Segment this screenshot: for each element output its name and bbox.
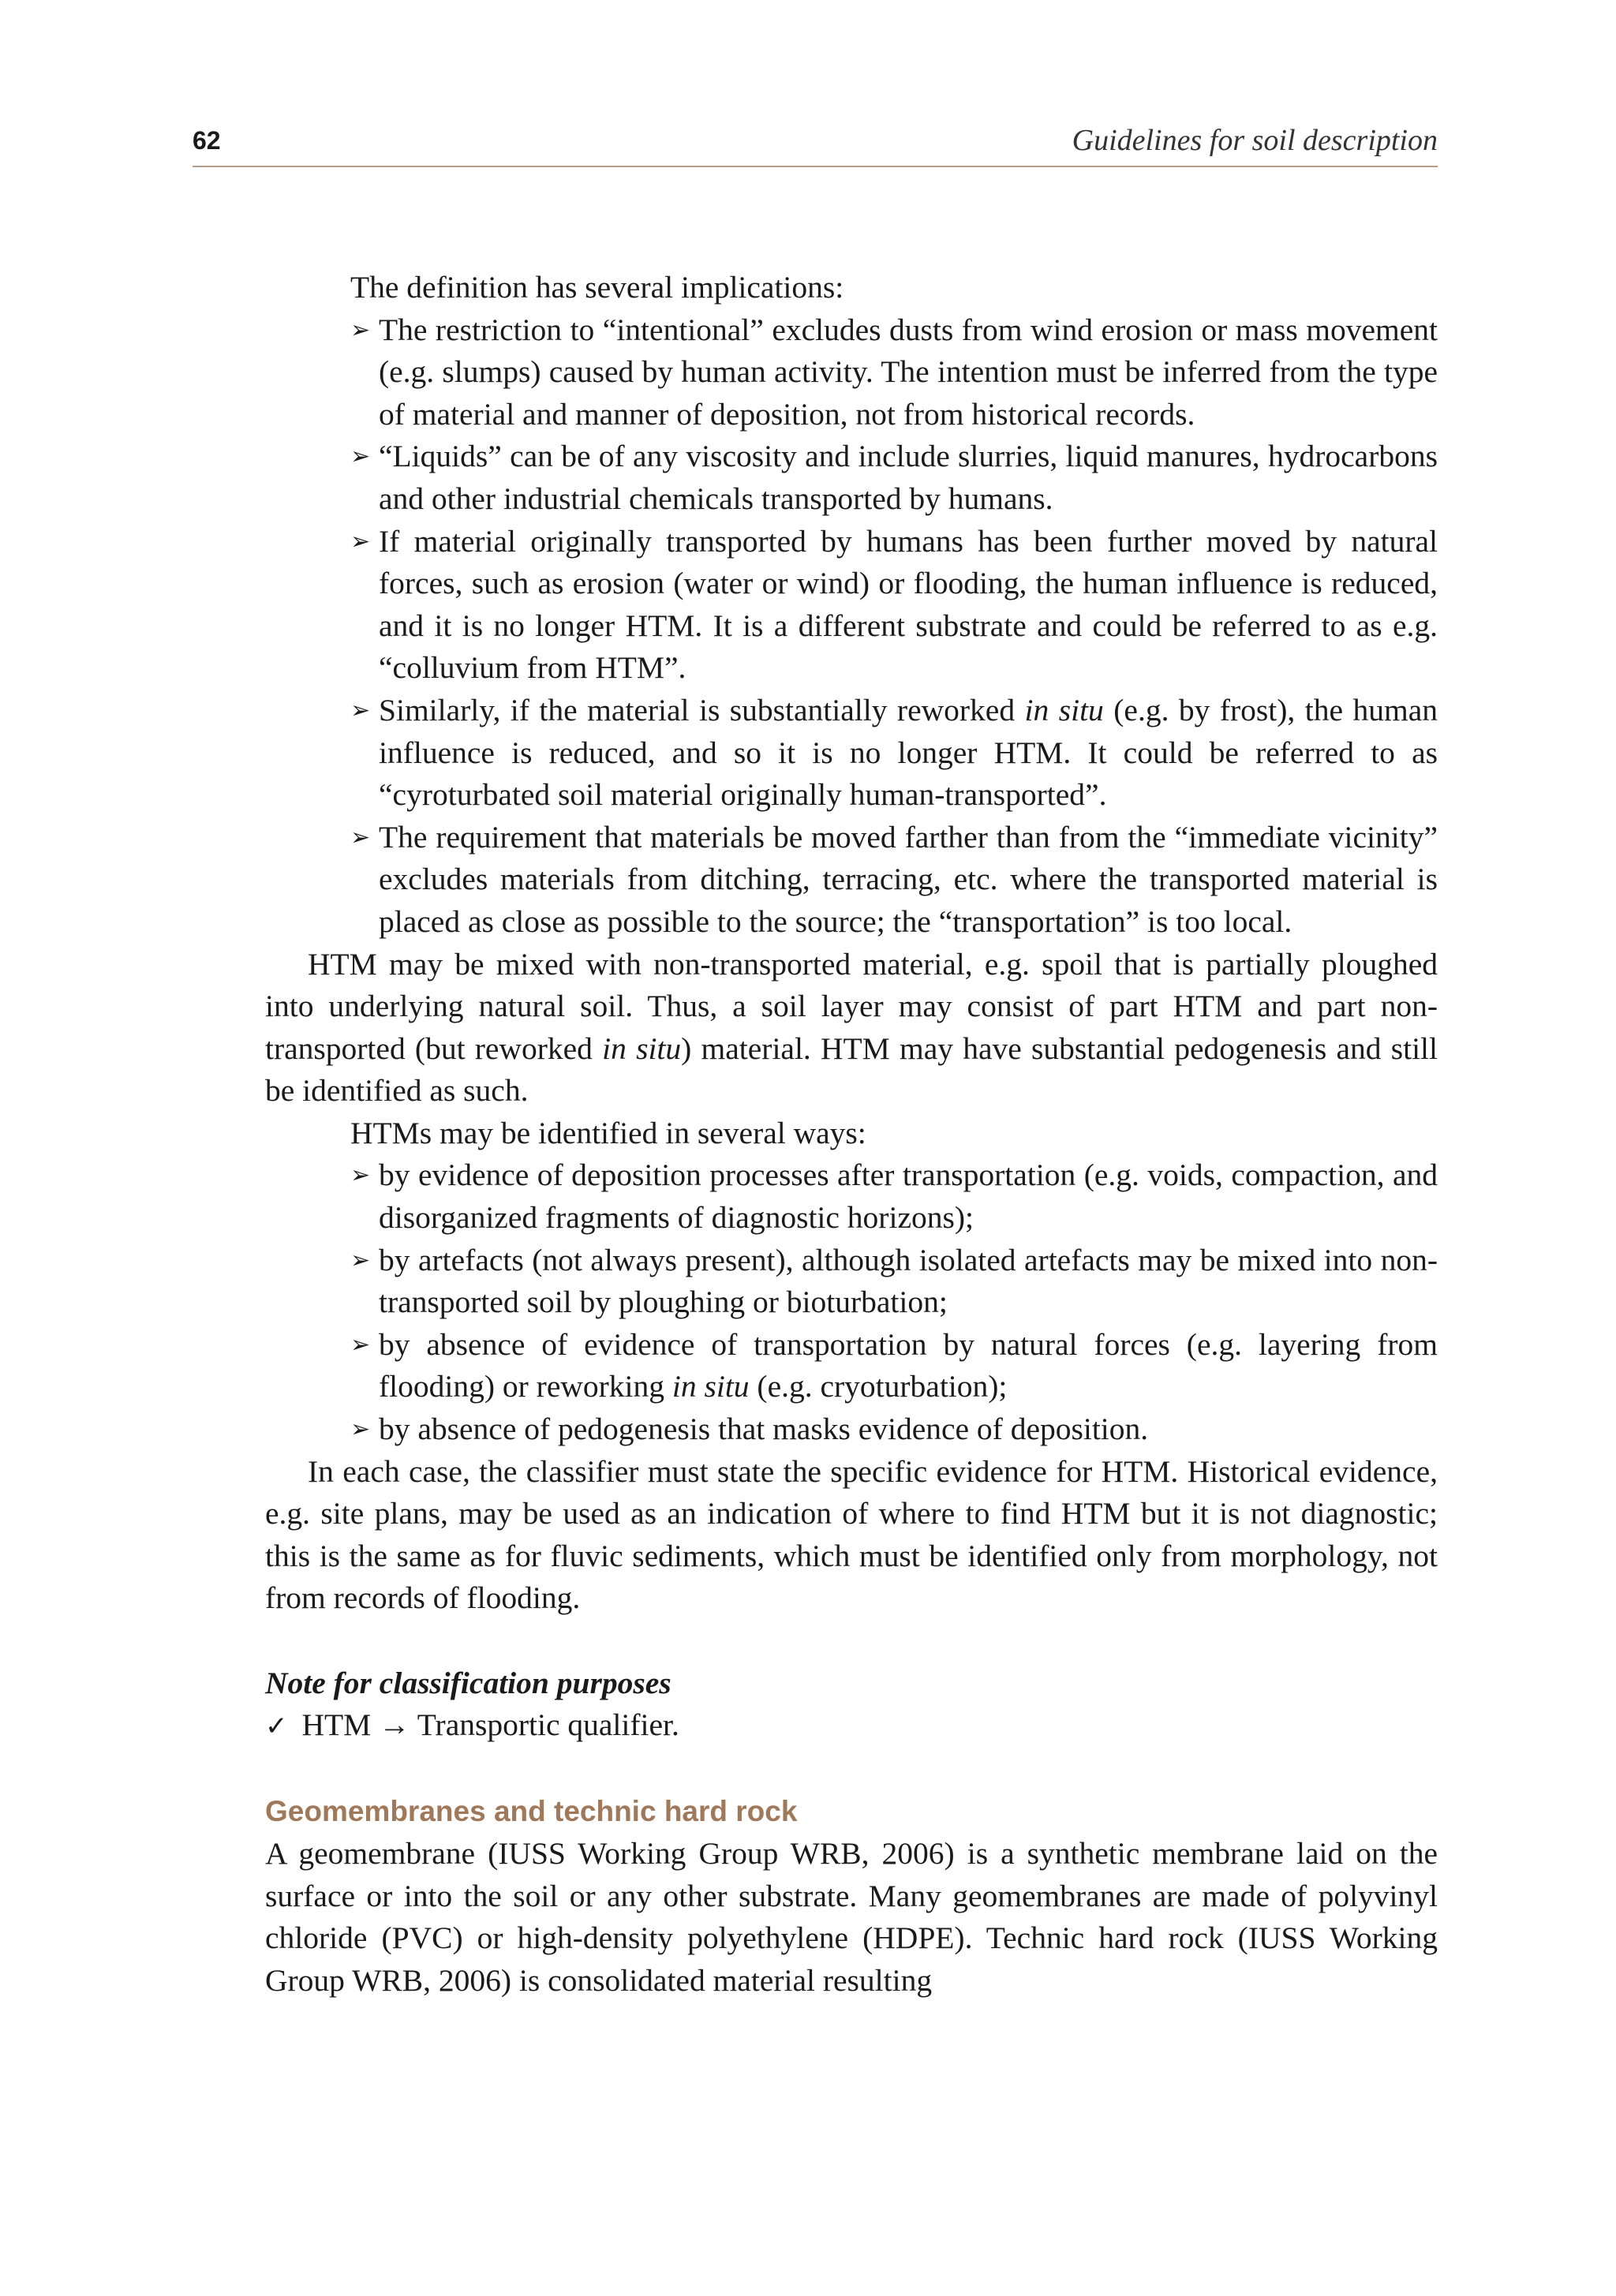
arrow-right-icon: ➢: [350, 823, 371, 851]
identification-list: [308, 1154, 1438, 1450]
arrow-right-icon: ➢: [350, 1330, 371, 1359]
evidence-paragraph: In each case, the classifier must state the specific evidence for HTM. Historical evidence, e.g. site plans, may be used as an indication of where to find HTM but it is not diagnostic; this is the same as for fluvic sediments, which must be identified only from morphology, not from records of flooding.: [265, 1453, 1438, 1616]
note-heading: Note for classification purposes: [265, 1665, 671, 1700]
section-heading: Geomembranes and technic hard rock: [265, 1795, 798, 1828]
list-item: ➢ If material originally transported by humans has been further moved by natural forces, such as erosion (water or wind) or flooding, the human influence is reduced, and it is no longer HTM. It is a different substrate and could be referred to as e.g. “colluvium from HTM”.: [379, 521, 1438, 690]
identification-intro: HTMs may be identified in several ways:: [350, 1115, 866, 1150]
list-item: ➢ by evidence of deposition processes after transportation (e.g. voids, compaction, and disorganized fragments of diagnostic horizons);: [379, 1154, 1438, 1239]
main-content: [265, 267, 1438, 2002]
arrow-right-icon: ➢: [350, 443, 371, 471]
page-header: [193, 118, 1438, 167]
list-item: ➢ by absence of pedogenesis that masks evidence of deposition.: [379, 1408, 1438, 1451]
implications-list: [308, 309, 1438, 944]
arrow-right-icon: ➢: [350, 316, 371, 344]
list-item: ➢ The restriction to “intentional” excludes dusts from wind erosion or mass movement (e.g. slumps) caused by human activity. The intention must be inferred from the type of material and manner of deposition, not from historical records.: [379, 309, 1438, 436]
list-item: ➢ Similarly, if the material is substantially reworked in situ (e.g. by frost), the human influence is reduced, and so it is no longer HTM. It could be referred to as “cyroturbated soil material originally human-transported”.: [379, 690, 1438, 817]
list-item: ➢ by artefacts (not always present), although isolated artefacts may be mixed into non-transported soil by ploughing or bioturbation;: [379, 1240, 1438, 1324]
arrow-right-icon: ➢: [350, 527, 371, 555]
arrow-right-icon: ➢: [350, 1415, 371, 1444]
check-mark-icon: ✓: [265, 1711, 288, 1743]
note-item: ✓ HTM → Transportic qualifier.: [265, 1707, 679, 1743]
list-item: ➢ “Liquids” can be of any viscosity and include slurries, liquid manures, hydrocarbons and other industrial chemicals transported by humans.: [379, 436, 1438, 520]
spacer: [308, 1620, 1438, 1662]
spacer: [308, 1748, 1438, 1791]
arrow-right-icon: ➢: [350, 1161, 371, 1190]
mixed-material-paragraph: HTM may be mixed with non-transported material, e.g. spoil that is partially ploughed into underlying natural soil. Thus, a soil layer may consist of part HTM and part non-transported (but reworked in situ) material. HTM may have substantial pedogenesis and still be identified as such.: [265, 946, 1438, 1109]
running-title: Guidelines for soil description: [1072, 124, 1438, 157]
arrow-right-icon: ➢: [350, 1246, 371, 1274]
section-body: A geomembrane (IUSS Working Group WRB, 2006) is a synthetic membrane laid on the surface or into the soil or any other substrate. Many geomembranes are made of polyvinyl chloride (PVC) or high-density polyethylene (HDPE). Technic hard rock (IUSS Working Group WRB, 2006) is consolidated material resulting: [265, 1835, 1438, 1998]
list-item: ➢ The requirement that materials be moved farther than from the “immediate vicinity” excludes materials from ditching, terracing, etc. where the transported material is placed as close as possible to the source; the “transportation” is too local.: [379, 817, 1438, 944]
list-item: ➢ by absence of evidence of transportation by natural forces (e.g. layering from flooding) or reworking in situ (e.g. cryoturbation);: [379, 1324, 1438, 1408]
arrow-right-icon: ➢: [350, 696, 371, 724]
page-number: 62: [193, 126, 221, 155]
intro-paragraph: The definition has several implications:: [350, 270, 844, 305]
